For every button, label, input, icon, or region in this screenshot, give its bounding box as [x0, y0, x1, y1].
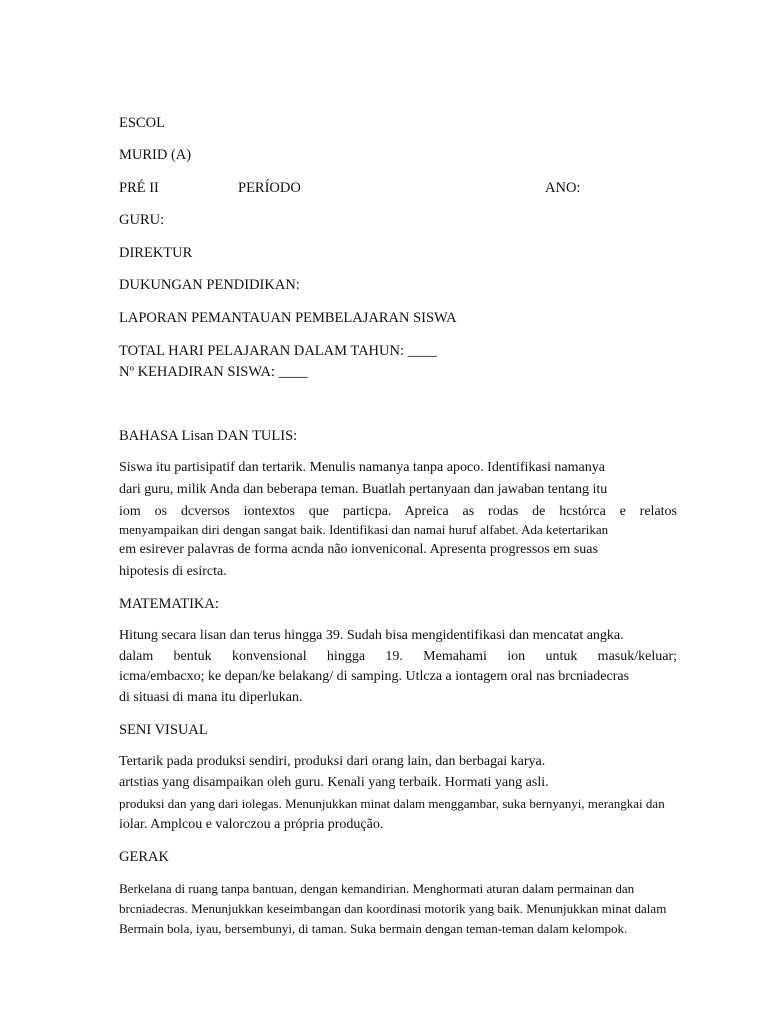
- attendance-field: Nº KEHADIRAN SISWA: ____: [119, 364, 308, 380]
- math-line: icma/embacxo; ke depan/ke belakang/ di samping. Utlcza a iontagem oral nas brcniadecras: [119, 669, 630, 684]
- section-heading-movement: GERAK: [119, 849, 169, 865]
- period-label: PERÍODO: [238, 180, 301, 196]
- math-line: di situasi di mana itu diperlukan.: [119, 690, 303, 705]
- language-line: dari guru, milik Anda dan beberapa teman. Buatlah pertanyaan dan jawaban tentang itu: [119, 482, 608, 497]
- movement-line: Bermain bola, iyau, bersembunyi, di taman. Suka bermain dengan teman-teman dalam kelompok.: [119, 921, 628, 936]
- year-label: ANO:: [545, 180, 581, 196]
- visual-art-line: produksi dan yang dari iolegas. Menunjukkan minat dalam menggambar, suka bernyanyi, merangkai dan: [119, 796, 665, 811]
- language-line: Siswa itu partisipatif dan tertarik. Menulis namanya tanpa apoco. Identifikasi namanya: [119, 460, 605, 475]
- language-line: em esirever palavras de forma acnda não ionveniconal. Apresenta progressos em suas: [119, 542, 598, 557]
- teacher-label: GURU:: [119, 212, 165, 228]
- support-label: DUKUNGAN PENDIDIKAN:: [119, 277, 300, 293]
- language-line: hipotesis di esircta.: [119, 564, 227, 579]
- math-line: dalam bentuk konvensional hingga 19. Memahami ion untuk masuk/keluar;: [119, 649, 677, 664]
- movement-line: brcniadecras. Menunjukkan keseimbangan dan koordinasi motorik yang baik. Menunjukkan minat dalam: [119, 901, 667, 916]
- total-days-field: TOTAL HARI PELAJARAN DALAM TAHUN: ____: [119, 343, 437, 359]
- math-line: Hitung secara lisan dan terus hingga 39. Sudah bisa mengidentifikasi dan mencatat angka.: [119, 628, 624, 643]
- student-label: MURID (A): [119, 147, 192, 163]
- section-heading-math: MATEMATIKA:: [119, 596, 219, 612]
- language-line: menyampaikan diri dengan sangat baik. Identifikasi dan namai huruf alfabet. Ada ketertarikan: [119, 522, 609, 537]
- language-line: iom os dcversos iontextos que particpa. Apreica as rodas de hcstórca e relatos: [119, 504, 677, 519]
- school-label: ESCOL: [119, 115, 165, 131]
- movement-line: Berkelana di ruang tanpa bantuan, dengan kemandirian. Menghormati aturan dalam permainan dan: [119, 881, 635, 896]
- section-heading-visual-art: SENI VISUAL: [119, 722, 208, 738]
- visual-art-line: iolar. Amplcou e valorczou a própria produção.: [119, 817, 384, 832]
- director-label: DIREKTUR: [119, 245, 193, 261]
- section-heading-language: BAHASA Lisan DAN TULIS:: [119, 428, 298, 444]
- report-title: LAPORAN PEMANTAUAN PEMBELAJARAN SISWA: [119, 310, 457, 326]
- grade-label: PRÉ II: [119, 180, 159, 196]
- visual-art-line: artstias yang disampaikan oleh guru. Kenali yang terbaik. Hormati yang asli.: [119, 775, 549, 790]
- visual-art-line: Tertarik pada produksi sendiri, produksi dari orang lain, dan berbagai karya.: [119, 754, 546, 769]
